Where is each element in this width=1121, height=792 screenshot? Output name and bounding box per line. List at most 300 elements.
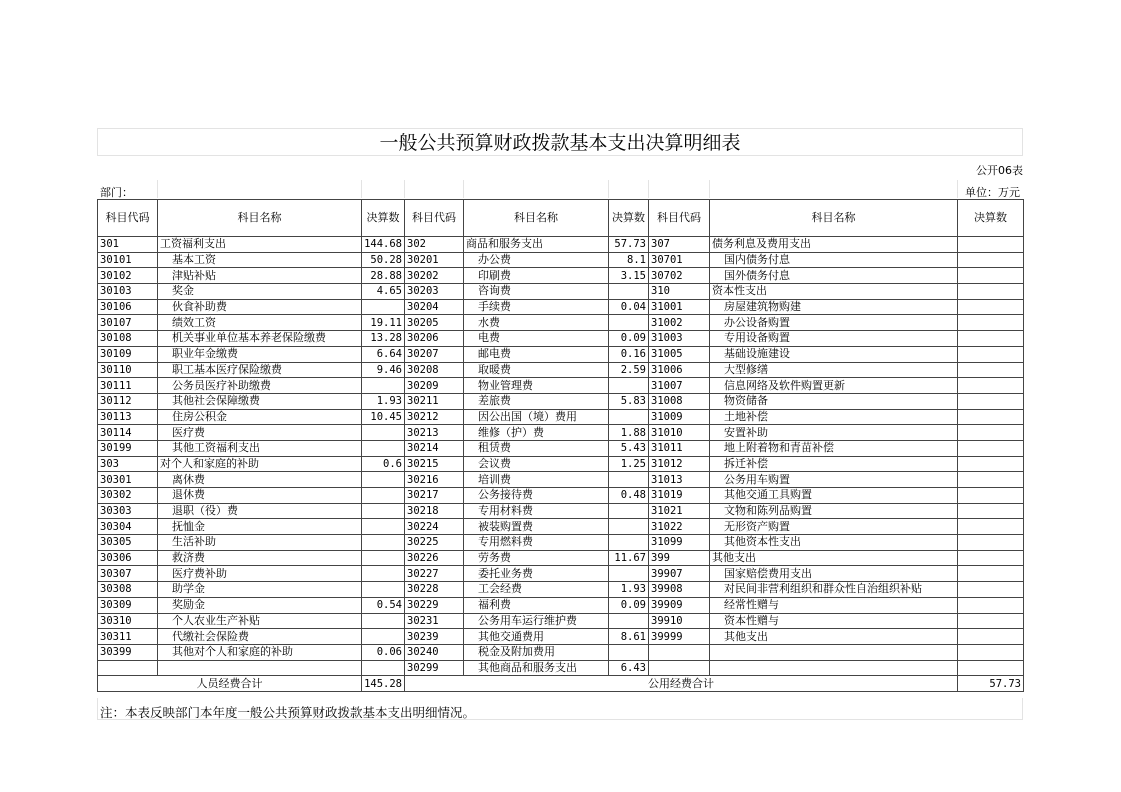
table-row [98,378,1024,394]
subject-code-cell: 31006 [649,362,710,378]
amount-cell [958,472,1024,488]
amount-cell [958,409,1024,425]
subject-name-cell: 商品和服务支出 [464,237,609,253]
subject-code-cell: 303 [98,456,158,472]
subject-code-cell: 30217 [405,488,464,504]
amount-cell: 0.54 [362,597,405,613]
subject-name-cell: 其他支出 [710,550,958,566]
amount-cell: 1.93 [362,393,405,409]
subject-name-cell: 其他社会保障缴费 [158,393,362,409]
subject-code-cell: 302 [405,237,464,253]
subject-code-cell: 30231 [405,613,464,629]
subject-code-cell: 30240 [405,644,464,660]
subject-name-cell: 税金及附加费用 [464,644,609,660]
subject-code-cell: 30113 [98,409,158,425]
unit-label: 单位：万元 [965,186,1020,199]
subject-code-cell: 301 [98,237,158,253]
subject-code-cell: 30239 [405,629,464,645]
subject-name-cell: 信息网络及软件购置更新 [710,378,958,394]
table-row [98,237,1024,253]
table-row [98,519,1024,535]
report-title: 一般公共预算财政拨款基本支出决算明细表 [379,132,741,154]
subject-name-cell: 医疗费补助 [158,566,362,582]
amount-cell [362,488,405,504]
subject-code-cell: 31010 [649,425,710,441]
subject-code-cell: 30110 [98,362,158,378]
subject-name-cell: 债务利息及费用支出 [710,237,958,253]
subject-name-cell: 其他对个人和家庭的补助 [158,644,362,660]
amount-cell [362,503,405,519]
totals-row [98,676,1024,692]
subject-code-cell: 30305 [98,535,158,551]
amount-cell: 1.88 [609,425,649,441]
table-row [98,644,1024,660]
subject-name-cell: 拆迁补偿 [710,456,958,472]
subject-name-cell: 资本性赠与 [710,613,958,629]
amount-cell [609,519,649,535]
subject-name-cell: 专用设备购置 [710,331,958,347]
subject-name-cell: 土地补偿 [710,409,958,425]
subject-name-cell: 其他支出 [710,629,958,645]
subject-name-cell: 职业年金缴费 [158,346,362,362]
header-cell: 决算数 [609,200,649,237]
subject-code-cell: 30108 [98,331,158,347]
table-row [98,566,1024,582]
amount-cell [609,535,649,551]
subject-code-cell [649,644,710,660]
subject-code-cell: 30215 [405,456,464,472]
amount-cell [958,629,1024,645]
amount-cell [609,284,649,300]
amount-cell [958,315,1024,331]
subject-code-cell: 30107 [98,315,158,331]
subject-name-cell: 差旅费 [464,393,609,409]
amount-cell: 4.65 [362,284,405,300]
subject-code-cell: 30309 [98,597,158,613]
subject-name-cell: 专用材料费 [464,503,609,519]
subject-code-cell: 31009 [649,409,710,425]
amount-cell [609,566,649,582]
amount-cell [609,472,649,488]
header-cell: 科目代码 [649,200,710,237]
subject-code-cell: 31008 [649,393,710,409]
expenditure-table [97,199,1024,692]
subject-name-cell: 救济费 [158,550,362,566]
subject-code-cell: 39999 [649,629,710,645]
subject-name-cell: 医疗费 [158,425,362,441]
table-row [98,660,1024,676]
header-cell: 科目代码 [405,200,464,237]
table-row [98,440,1024,456]
subject-code-cell: 31003 [649,331,710,347]
table-row [98,550,1024,566]
amount-cell [609,378,649,394]
amount-cell: 0.06 [362,644,405,660]
table-row [98,456,1024,472]
amount-cell: 3.15 [609,268,649,284]
subject-name-cell: 对个人和家庭的补助 [158,456,362,472]
subject-code-cell: 39909 [649,597,710,613]
subject-name-cell: 物资储备 [710,393,958,409]
subject-name-cell: 会议费 [464,456,609,472]
amount-cell: 28.88 [362,268,405,284]
amount-cell: 57.73 [609,237,649,253]
amount-cell [362,472,405,488]
subject-name-cell: 大型修缮 [710,362,958,378]
table-row [98,268,1024,284]
amount-cell [958,440,1024,456]
amount-cell: 0.09 [609,597,649,613]
subject-code-cell: 30211 [405,393,464,409]
amount-cell [958,613,1024,629]
subject-name-cell: 伙食补助费 [158,299,362,315]
subject-code-cell: 30208 [405,362,464,378]
subject-name-cell: 邮电费 [464,346,609,362]
public-total-label: 公用经费合计 [405,676,958,692]
subject-code-cell: 30301 [98,472,158,488]
table-row [98,331,1024,347]
subject-name-cell [710,660,958,676]
subject-name-cell: 取暖费 [464,362,609,378]
amount-cell: 8.61 [609,629,649,645]
subject-name-cell: 无形资产购置 [710,519,958,535]
subject-code-cell: 31021 [649,503,710,519]
subject-code-cell: 30302 [98,488,158,504]
subject-name-cell: 公务接待费 [464,488,609,504]
amount-cell [362,425,405,441]
subject-name-cell: 国外债务付息 [710,268,958,284]
subject-code-cell: 31022 [649,519,710,535]
table-note: 注：本表反映部门本年度一般公共预算财政拨款基本支出明细情况。 [100,705,476,720]
subject-code-cell: 30228 [405,582,464,598]
amount-cell [958,582,1024,598]
subject-code-cell: 30111 [98,378,158,394]
table-row [98,472,1024,488]
table-row [98,315,1024,331]
amount-cell [958,519,1024,535]
subject-code-cell: 30199 [98,440,158,456]
amount-cell [958,550,1024,566]
subject-code-cell: 30229 [405,597,464,613]
subject-name-cell: 对民间非营利组织和群众性自治组织补贴 [710,582,958,598]
subject-name-cell [710,644,958,660]
table-row [98,284,1024,300]
subject-code-cell: 30299 [405,660,464,676]
subject-name-cell: 房屋建筑物购建 [710,299,958,315]
report-sheet [97,128,1023,720]
subject-code-cell: 30101 [98,252,158,268]
subject-code-cell: 30207 [405,346,464,362]
subject-code-cell: 30114 [98,425,158,441]
amount-cell: 0.16 [609,346,649,362]
amount-cell [958,362,1024,378]
amount-cell [958,237,1024,253]
subject-code-cell: 30308 [98,582,158,598]
header-cell: 科目代码 [98,200,158,237]
amount-cell [958,660,1024,676]
table-header-row [98,200,1024,237]
amount-cell [609,503,649,519]
subject-code-cell: 30216 [405,472,464,488]
subject-code-cell: 30227 [405,566,464,582]
subject-code-cell: 30701 [649,252,710,268]
subject-name-cell: 基本工资 [158,252,362,268]
subject-code-cell: 30307 [98,566,158,582]
subject-name-cell: 手续费 [464,299,609,315]
subject-name-cell: 绩效工资 [158,315,362,331]
subject-name-cell: 助学金 [158,582,362,598]
amount-cell [362,660,405,676]
subject-code-cell: 30206 [405,331,464,347]
subject-code-cell: 30702 [649,268,710,284]
amount-cell: 144.68 [362,237,405,253]
subject-name-cell: 委托业务费 [464,566,609,582]
subject-code-cell: 31002 [649,315,710,331]
subject-code-cell: 30103 [98,284,158,300]
amount-cell: 0.04 [609,299,649,315]
amount-cell [362,566,405,582]
table-row [98,252,1024,268]
amount-cell: 19.11 [362,315,405,331]
subject-code-cell: 30303 [98,503,158,519]
subject-name-cell: 办公费 [464,252,609,268]
subject-code-cell: 30310 [98,613,158,629]
amount-cell: 0.09 [609,331,649,347]
subject-name-cell: 国家赔偿费用支出 [710,566,958,582]
amount-cell: 11.67 [609,550,649,566]
subject-name-cell: 个人农业生产补贴 [158,613,362,629]
subject-code-cell: 30218 [405,503,464,519]
table-row [98,582,1024,598]
amount-cell [958,488,1024,504]
subject-name-cell: 工资福利支出 [158,237,362,253]
subject-name-cell: 文物和陈列品购置 [710,503,958,519]
amount-cell: 10.45 [362,409,405,425]
subject-code-cell: 30304 [98,519,158,535]
subject-name-cell: 离休费 [158,472,362,488]
subject-name-cell [158,660,362,676]
subject-name-cell: 水费 [464,315,609,331]
amount-cell: 1.93 [609,582,649,598]
amount-cell [958,535,1024,551]
table-row [98,535,1024,551]
amount-cell: 8.1 [609,252,649,268]
subject-code-cell: 30225 [405,535,464,551]
header-cell: 科目名称 [464,200,609,237]
amount-cell [958,299,1024,315]
amount-cell [609,315,649,331]
amount-cell [958,378,1024,394]
amount-cell: 2.59 [609,362,649,378]
subject-code-cell: 31007 [649,378,710,394]
amount-cell [362,613,405,629]
subject-code-cell: 31005 [649,346,710,362]
subject-name-cell: 专用燃料费 [464,535,609,551]
subject-code-cell: 30109 [98,346,158,362]
amount-cell [958,425,1024,441]
table-row [98,409,1024,425]
amount-cell [609,644,649,660]
subject-code-cell: 30224 [405,519,464,535]
subject-code-cell: 31019 [649,488,710,504]
subject-name-cell: 因公出国（境）费用 [464,409,609,425]
subject-name-cell: 津贴补贴 [158,268,362,284]
subject-name-cell: 咨询费 [464,284,609,300]
amount-cell [958,644,1024,660]
subject-name-cell: 其他交通费用 [464,629,609,645]
subject-code-cell [98,660,158,676]
subject-name-cell: 培训费 [464,472,609,488]
amount-cell [958,597,1024,613]
subject-code-cell: 30102 [98,268,158,284]
amount-cell [958,456,1024,472]
subject-name-cell: 维修（护）费 [464,425,609,441]
subject-name-cell: 机关事业单位基本养老保险缴费 [158,331,362,347]
subject-code-cell: 30306 [98,550,158,566]
subject-code-cell: 39908 [649,582,710,598]
subject-name-cell: 租赁费 [464,440,609,456]
subject-code-cell: 30226 [405,550,464,566]
amount-cell [958,252,1024,268]
amount-cell [958,393,1024,409]
amount-cell [958,284,1024,300]
header-cell: 科目名称 [158,200,362,237]
subject-code-cell [649,660,710,676]
form-code: 公开06表 [976,164,1023,177]
amount-cell: 9.46 [362,362,405,378]
subject-name-cell: 其他工资福利支出 [158,440,362,456]
table-row [98,393,1024,409]
amount-cell [362,550,405,566]
table-row [98,613,1024,629]
amount-cell [362,299,405,315]
amount-cell: 0.48 [609,488,649,504]
subject-name-cell: 奖励金 [158,597,362,613]
department-label: 部门： [100,186,133,199]
subject-name-cell: 基础设施建设 [710,346,958,362]
subject-code-cell: 30201 [405,252,464,268]
amount-cell [362,378,405,394]
subject-name-cell: 福利费 [464,597,609,613]
subject-code-cell: 31011 [649,440,710,456]
amount-cell [958,331,1024,347]
subject-name-cell: 国内债务付息 [710,252,958,268]
personnel-total-value: 145.28 [362,676,405,692]
amount-cell [362,440,405,456]
subject-name-cell: 公务用车购置 [710,472,958,488]
subject-name-cell: 代缴社会保险费 [158,629,362,645]
table-row [98,503,1024,519]
amount-cell: 50.28 [362,252,405,268]
subject-code-cell: 30214 [405,440,464,456]
amount-cell [958,503,1024,519]
subject-name-cell: 物业管理费 [464,378,609,394]
amount-cell: 1.25 [609,456,649,472]
amount-cell: 5.83 [609,393,649,409]
amount-cell [958,268,1024,284]
subject-name-cell: 奖金 [158,284,362,300]
amount-cell: 6.43 [609,660,649,676]
subject-code-cell: 30202 [405,268,464,284]
subject-code-cell: 310 [649,284,710,300]
subject-code-cell: 30311 [98,629,158,645]
subject-name-cell: 其他交通工具购置 [710,488,958,504]
amount-cell [609,409,649,425]
amount-cell [362,535,405,551]
subject-name-cell: 住房公积金 [158,409,362,425]
subject-name-cell: 退休费 [158,488,362,504]
subject-name-cell: 被装购置费 [464,519,609,535]
subject-code-cell: 39910 [649,613,710,629]
amount-cell [958,346,1024,362]
subject-name-cell: 退职（役）费 [158,503,362,519]
amount-cell [362,582,405,598]
subject-name-cell: 资本性支出 [710,284,958,300]
subject-name-cell: 地上附着物和青苗补偿 [710,440,958,456]
public-total-value: 57.73 [958,676,1024,692]
subject-code-cell: 30205 [405,315,464,331]
header-cell: 决算数 [958,200,1024,237]
subject-name-cell: 公务用车运行维护费 [464,613,609,629]
subject-code-cell: 399 [649,550,710,566]
table-row [98,346,1024,362]
amount-cell [362,629,405,645]
subject-name-cell: 其他资本性支出 [710,535,958,551]
subject-name-cell: 办公设备购置 [710,315,958,331]
subject-name-cell: 安置补助 [710,425,958,441]
amount-cell: 13.28 [362,331,405,347]
table-row [98,299,1024,315]
subject-code-cell: 30213 [405,425,464,441]
subject-code-cell: 30204 [405,299,464,315]
amount-cell [609,613,649,629]
subject-code-cell: 39907 [649,566,710,582]
subject-code-cell: 31099 [649,535,710,551]
header-cell: 科目名称 [710,200,958,237]
amount-cell: 5.43 [609,440,649,456]
table-row [98,629,1024,645]
subject-code-cell: 30399 [98,644,158,660]
subject-code-cell: 30106 [98,299,158,315]
subject-code-cell: 31012 [649,456,710,472]
header-guides [97,180,1023,198]
subject-code-cell: 31001 [649,299,710,315]
subject-name-cell: 生活补助 [158,535,362,551]
amount-cell: 6.64 [362,346,405,362]
subject-name-cell: 工会经费 [464,582,609,598]
amount-cell [958,566,1024,582]
subject-name-cell: 劳务费 [464,550,609,566]
subject-name-cell: 职工基本医疗保险缴费 [158,362,362,378]
subject-name-cell: 经常性赠与 [710,597,958,613]
subject-code-cell: 30112 [98,393,158,409]
subject-name-cell: 电费 [464,331,609,347]
header-cell: 决算数 [362,200,405,237]
table-row [98,597,1024,613]
subject-code-cell: 30209 [405,378,464,394]
subject-code-cell: 307 [649,237,710,253]
subject-code-cell: 30212 [405,409,464,425]
subject-name-cell: 抚恤金 [158,519,362,535]
table-row [98,425,1024,441]
amount-cell: 0.6 [362,456,405,472]
subject-name-cell: 公务员医疗补助缴费 [158,378,362,394]
table-row [98,488,1024,504]
subject-name-cell: 其他商品和服务支出 [464,660,609,676]
amount-cell [362,519,405,535]
personnel-total-label: 人员经费合计 [98,676,362,692]
table-row [98,362,1024,378]
